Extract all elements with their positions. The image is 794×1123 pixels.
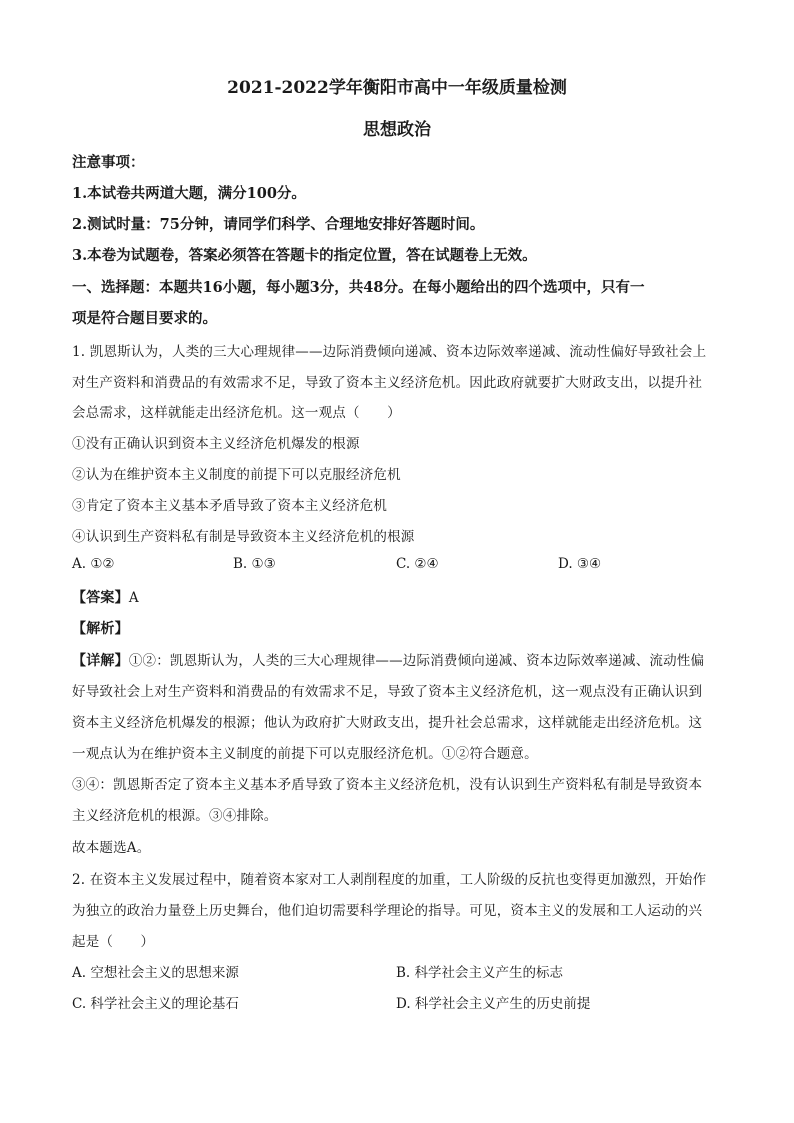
q1-stem-line-3: 会总需求，这样就能走出经济危机。这一观点（ ） [72, 405, 401, 421]
q1-answer [72, 587, 139, 607]
q1-analysis [72, 618, 129, 638]
q2-option-c: C. 科学社会主义的理论基石 [72, 996, 239, 1012]
q1-option-d: D. ③④ [558, 556, 602, 572]
detail-text: ①②：凯恩斯认为，人类的三大心理规律——边际消费倾向递减、资本边际效率递减、流动性偏 [128, 653, 705, 669]
q2-stem-line-2: 为独立的政治力量登上历史舞台，他们迫切需要科学理论的指导。可见，资本主义的发展和工人运动的兴 [72, 903, 703, 919]
q1-detail-line-2: 好导致社会上对生产资料和消费品的有效需求不足，导致了资本主义经济危机，这一观点没有正确认识到 [72, 684, 703, 700]
q1-statement-3: ③肯定了资本主义基本矛盾导致了资本主义经济危机 [72, 498, 388, 514]
notice-item-2: 2.测试时量：75分钟，请同学们科学、合理地安排好答题时间。 [72, 216, 485, 233]
q1-statement-1: ①没有正确认识到资本主义经济危机爆发的根源 [72, 436, 360, 452]
notice-item-1: 1.本试卷共两道大题，满分100分。 [72, 185, 306, 202]
q1-detail-line-5: ③④：凯恩斯否定了资本主义基本矛盾导致了资本主义经济危机，没有认识到生产资料私有制是导致资本 [72, 777, 703, 793]
notice-heading: 注意事项： [72, 154, 145, 171]
subject-title: 思想政治 [363, 120, 431, 140]
q1-option-b: B. ①③ [233, 556, 276, 572]
q1-detail-line-7: 故本题选A。 [72, 840, 151, 856]
section-heading-line-2: 项是符合题目要求的。 [72, 310, 217, 327]
q2-stem-line-3: 起是（ ） [72, 934, 155, 950]
q1-detail-line-1 [72, 649, 704, 670]
section-heading-line-1: 一、选择题：本题共16小题，每小题3分，共48分。在每小题给出的四个选项中，只有一 [72, 279, 645, 296]
q2-stem-line-1: 2. 在资本主义发展过程中，随着资本家对工人剥削程度的加重，工人阶级的反抗也变得更加激烈，开始作 [72, 872, 707, 888]
q2-option-a: A. 空想社会主义的思想来源 [72, 965, 239, 981]
q1-detail-line-6: 主义经济危机的根源。③④排除。 [72, 808, 278, 824]
q1-option-a: A. ①② [72, 556, 115, 572]
q1-statement-4: ④认识到生产资料私有制是导致资本主义经济危机的根源 [72, 529, 415, 545]
q1-detail-line-3: 资本主义经济危机爆发的根源；他认为政府扩大财政支出，提升社会总需求，这样就能走出经济危机。这 [72, 715, 703, 731]
q2-option-b: B. 科学社会主义产生的标志 [396, 965, 564, 981]
q1-stem-line-2: 对生产资料和消费品的有效需求不足，导致了资本主义经济危机。因此政府就要扩大财政支出，以提升社 [72, 375, 703, 391]
q2-option-d: D. 科学社会主义产生的历史前提 [396, 996, 591, 1012]
q1-detail-line-4: 一观点认为在维护资本主义制度的前提下可以克服经济危机。①②符合题意。 [72, 746, 538, 762]
q1-stem-line-1: 1. 凯恩斯认为，人类的三大心理规律——边际消费倾向递减、资本边际效率递减、流动性偏好导致社会上 [72, 344, 707, 360]
detail-label: 【详解】 [72, 653, 129, 669]
q1-statement-2: ②认为在维护资本主义制度的前提下可以克服经济危机 [72, 467, 401, 483]
answer-value: A [128, 590, 139, 606]
analysis-label: 【解析】 [72, 621, 129, 637]
answer-label: 【答案】 [72, 590, 129, 606]
q1-option-c: C. ②④ [396, 556, 439, 572]
exam-title: 2021-2022学年衡阳市高中一年级质量检测 [227, 78, 567, 98]
notice-item-3: 3.本卷为试题卷，答案必须答在答题卡的指定位置，答在试题卷上无效。 [72, 247, 537, 264]
